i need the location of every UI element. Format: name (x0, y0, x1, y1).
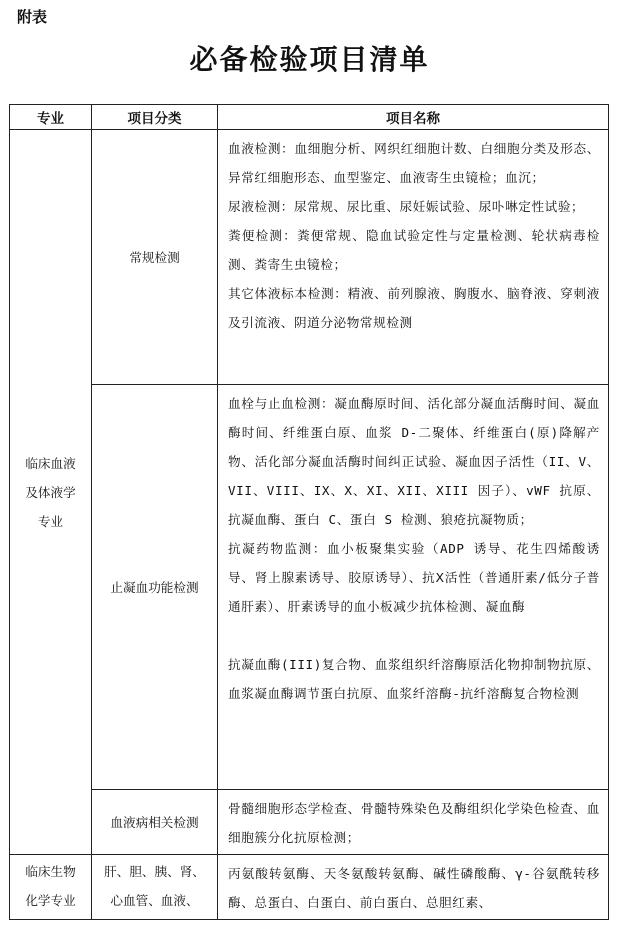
item-paragraph: 血栓与止血检测：凝血酶原时间、活化部分凝血活酶时间、凝血酶时间、纤维蛋白原、血浆 D-二聚体、纤维蛋白(原)降解产物、活化部分凝血活酶时间纠正试验、凝血因子活性（II、V、VII、VIII、IX、X、XI、XII、XIII 因子）、vWF 抗原、抗凝血酶、蛋白 C、蛋白 S 检测、狼疮抗凝物质； (228, 396, 600, 527)
specialty-cell (10, 130, 92, 855)
specialty-line: 及体液学 (25, 484, 76, 500)
blank-line (228, 621, 600, 650)
item-paragraph: 粪便检测：粪便常规、隐血试验定性与定量检测、轮状病毒检测、粪寄生虫镜检； (228, 228, 600, 272)
specialty-line: 临床血液 (25, 455, 76, 471)
specialty-line: 专业 (37, 513, 64, 529)
items-cell (218, 790, 609, 855)
column-header-items: 项目名称 (218, 105, 609, 130)
category-line: 肝、胆、胰、肾、 (104, 864, 205, 879)
item-paragraph: 其它体液标本检测：精液、前列腺液、胸腹水、脑脊液、穿刺液及引流液、阴道分泌物常规检测 (228, 286, 600, 330)
item-paragraph: 骨髓细胞形态学检查、骨髓特殊染色及酶组织化学染色检查、血细胞簇分化抗原检测； (228, 801, 600, 845)
inspection-items-table (9, 104, 609, 920)
specialty-cell (10, 855, 92, 920)
column-header-category: 项目分类 (92, 105, 218, 130)
item-paragraph: 抗凝药物监测：血小板聚集实验（ADP 诱导、花生四烯酸诱导、肾上腺素诱导、胶原诱导）、抗Ⅹ活性（普通肝素/低分子普通肝素）、肝素诱导的血小板减少抗体检测、凝血酶 (228, 541, 600, 614)
table-row (10, 790, 609, 855)
item-paragraph: 丙氨酸转氨酶、天冬氨酸转氨酶、碱性磷酸酶、γ-谷氨酰转移酶、总蛋白、白蛋白、前白蛋白、总胆红素、 (228, 866, 600, 910)
category-cell: 血液病相关检测 (92, 790, 218, 855)
specialty-line: 化学专业 (25, 893, 76, 908)
table-row (10, 855, 609, 920)
item-paragraph: 血液检测：血细胞分析、网织红细胞计数、白细胞分类及形态、异常红细胞形态、血型鉴定、血液寄生虫镜检；血沉； (228, 141, 600, 185)
item-paragraph: 尿液检测：尿常规、尿比重、尿妊娠试验、尿卟啉定性试验； (228, 199, 585, 214)
items-cell (218, 385, 609, 790)
document-title: 必备检验项目清单 (189, 43, 430, 76)
items-cell (218, 130, 609, 385)
category-line: 心血管、血液、 (110, 893, 199, 908)
table-header-row (10, 105, 609, 130)
specialty-line: 临床生物 (25, 864, 76, 879)
item-paragraph: 抗凝血酶(III)复合物、血浆组织纤溶酶原活化物抑制物抗原、血浆凝血酶调节蛋白抗原、血浆纤溶酶-抗纤溶酶复合物检测 (228, 657, 600, 701)
column-header-specialty: 专业 (10, 105, 92, 130)
category-cell: 止凝血功能检测 (92, 385, 218, 790)
table-row (10, 130, 609, 385)
items-cell (218, 855, 609, 920)
category-cell (92, 855, 218, 920)
category-cell: 常规检测 (92, 130, 218, 385)
table-row (10, 385, 609, 790)
appendix-label: 附表 (17, 8, 48, 26)
